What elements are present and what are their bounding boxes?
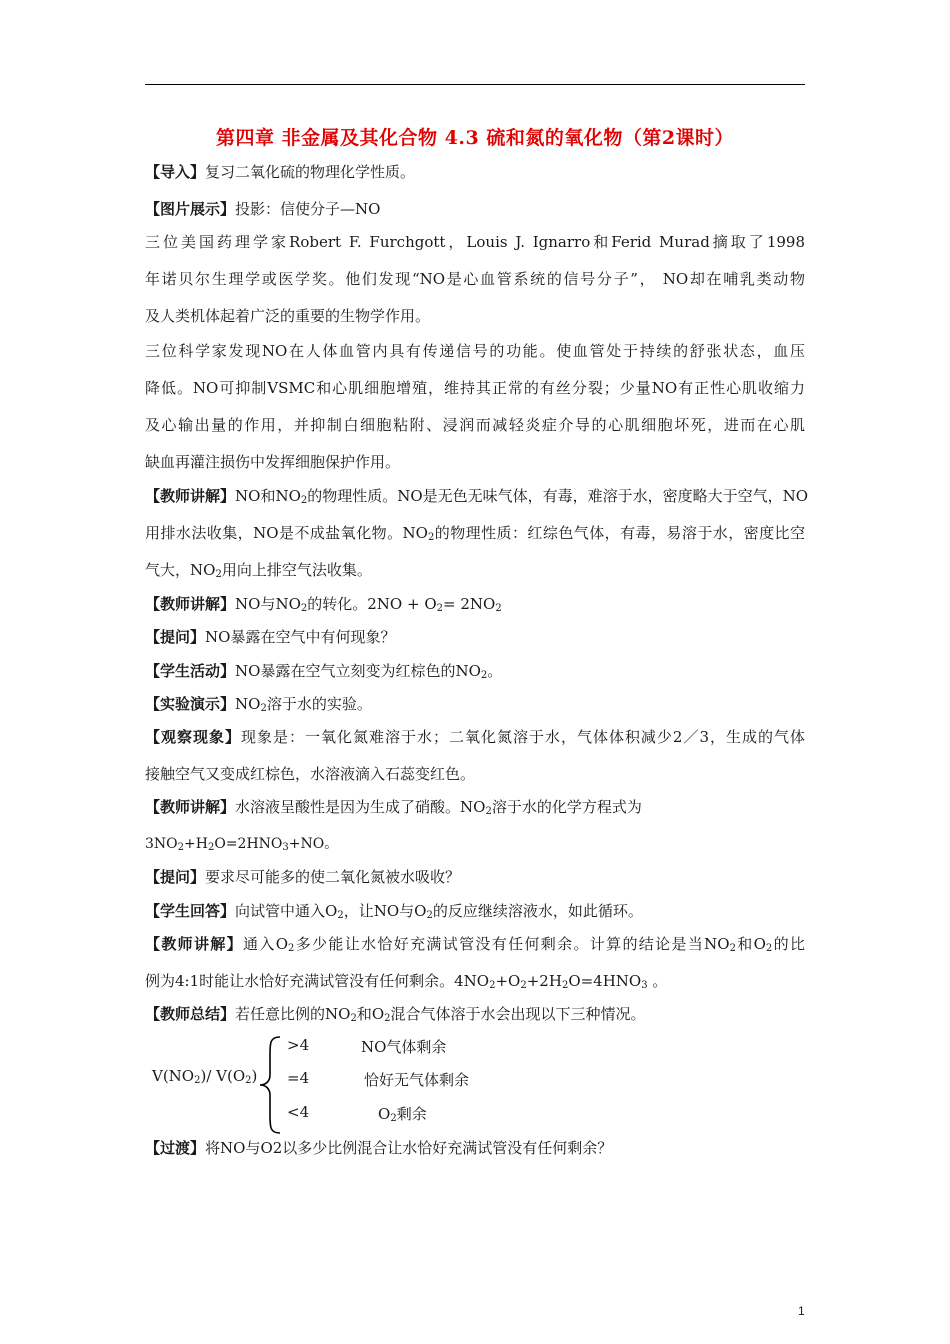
subscript: 2 [207,842,215,853]
paragraph-observe [145,719,805,793]
scientists-line-2: 降低。NO可抑制VSMC和心肌细胞增殖，维持其正常的有丝分裂；少量NO有正性心肌收缩力 [145,379,805,397]
subscript: 2 [215,569,222,580]
teacher4-text: +O [495,972,521,990]
subscript: 2 [177,842,185,853]
case-3-result [378,1103,427,1124]
ratio-text: )/ V(O [200,1067,246,1085]
observe-line-2: 接触空气又变成红棕色，水溶液滴入石蕊变红色。 [145,765,476,783]
teacher2-text: = 2NO [443,595,496,613]
paragraph-transition [145,1130,805,1167]
paragraph-nobel [145,224,805,335]
scientists-line-1: 三位科学家发现NO在人体血管内具有传递信号的功能。使血管处于持续的舒张状态，血压 [145,342,805,360]
teacher4-text: 的比 [772,935,805,953]
student2-text: ，让NO与O [343,902,427,920]
label-observe: 【观察现象】 [145,728,241,746]
student2-text: 向试管中通入O [235,902,338,920]
teacher4-text: 和O [735,935,766,953]
subscript: 2 [485,806,492,817]
subscript: 2 [495,603,502,614]
question1-text: NO暴露在空气中有何现象？ [205,628,396,646]
paragraph-teacher-4 [145,926,805,1000]
teacher1-text: NO和NO [235,487,301,505]
nobel-line-2: 年诺贝尔生理学或医学奖。他们发现“NO是心血管系统的信号分子”， NO却在哺乳类动物 [145,270,805,288]
subscript: 2 [260,703,267,714]
scientists-line-3: 及心输出量的作用，并抑制白细胞粘附、浸润而减轻炎症介导的心肌细胞坏死，进而在心肌 [145,416,805,434]
paragraph-intro [145,154,805,191]
case-2-result: 恰好无气体剩余 [364,1071,470,1089]
label-student-2: 【学生回答】 [145,902,236,920]
nobel-line-1: 三位美国药理学家Robert F. Furchgott，Louis J. Ignarro和Ferid Murad摘取了1998 [145,233,805,251]
label-picture: 【图片展示】 [145,200,236,218]
label-teacher-2: 【教师讲解】 [145,595,236,613]
picture-text: 投影：信使分子—NO [235,200,381,218]
subscript: 2 [765,943,773,954]
teacher3-text: 溶于水的化学方程式为 [491,798,642,816]
subscript: 2 [520,980,527,991]
case3-text: O [378,1105,391,1123]
paragraph-picture [145,191,805,228]
label-teacher-1: 【教师讲解】 [145,487,236,505]
paragraph-question-1 [145,619,805,656]
teacher4-text: 通入O [243,935,289,953]
equation-text: 3NO [145,836,178,852]
paragraph-student-1 [145,653,805,690]
paragraph-teacher-1 [145,478,809,589]
teacher4-text: 。 [647,972,668,990]
equation-no2-water [145,826,805,863]
scientists-line-4: 缺血再灌注损伤中发挥细胞保护作用。 [145,453,401,471]
summary-text: 若任意比例的NO [235,1005,351,1023]
subscript: 3 [641,980,648,991]
subscript: 2 [561,980,569,991]
teacher2-text: NO与NO [235,595,301,613]
student2-text: 的反应继续溶液水，如此循环。 [432,902,643,920]
label-teacher-4: 【教师讲解】 [145,935,244,953]
subscript: 2 [427,532,435,543]
subscript: 2 [288,943,295,954]
demo-text: NO [235,695,261,713]
summary-text: 混合气体溶于水会出现以下三种情况。 [390,1005,646,1023]
teacher1-text: 用向上排空气法收集。 [221,561,372,579]
teacher1-text: 的物理性质：红综色气体，有毒，易溶于水，密度比空 [434,524,805,542]
subscript: 2 [300,495,308,506]
paragraph-teacher-2 [145,586,805,623]
page-title: 第四章 非金属及其化合物 4.3 硫和氮的氧化物（第2课时） [215,127,735,149]
equation-text: O=2HNO [214,836,283,852]
label-intro: 【导入】 [145,163,206,181]
label-question-1: 【提问】 [145,628,206,646]
teacher2-text: 的转化。2NO + O [307,595,437,613]
subscript: 2 [489,980,496,991]
header-rule [145,84,805,85]
teacher1-text: 用排水法收集，NO是不成盐氧化物。NO [145,524,428,542]
teacher4-text: O=4HNO [568,972,642,990]
subscript: 2 [384,1013,391,1024]
label-demo: 【实验演示】 [145,695,236,713]
page-number: 1 [798,1304,805,1318]
subscript: 2 [480,670,488,681]
subscript: 2 [436,603,443,614]
subscript: 2 [426,910,433,921]
teacher1-text: 气大，NO [145,561,216,579]
paragraph-student-2 [145,893,805,930]
subscript: 2 [390,1113,397,1124]
ratio-label [152,1067,257,1085]
teacher1-text: 的物理性质。NO是无色无味气体，有毒，难溶于水，密度略大于空气，NO [307,487,809,505]
student1-text: NO暴露在空气立刻变为红棕色的NO [235,662,481,680]
case-1-condition: >4 [287,1036,310,1054]
case-2-condition: =4 [287,1069,310,1087]
paragraph-summary [145,996,805,1033]
label-teacher-3: 【教师讲解】 [145,798,236,816]
brace-icon [258,1035,282,1135]
question2-text: 要求尽可能多的使二氧化氮被水吸收？ [205,868,461,886]
demo-text: 溶于水的实验。 [266,695,372,713]
case3-text: 剩余 [396,1105,427,1123]
label-transition: 【过渡】 [145,1139,206,1157]
teacher4-text: 多少能让水恰好充满试管没有任何剩余。计算的结论是当NO [294,935,730,953]
ratio-text: V(NO [152,1067,195,1085]
subscript: 2 [337,910,344,921]
subscript: 2 [300,603,308,614]
subscript: 2 [194,1075,201,1086]
case-1-result: NO气体剩余 [361,1038,447,1056]
summary-text: 和O [356,1005,385,1023]
ratio-text: ) [251,1067,258,1085]
label-student-1: 【学生活动】 [145,662,236,680]
label-question-2: 【提问】 [145,868,206,886]
observe-line-1: 现象是：一氧化氮难溶于水；二氧化氮溶于水，气体体积减少2／3，生成的气体 [241,728,805,746]
subscript: 2 [350,1013,357,1024]
equation-text: +H [184,836,208,852]
label-summary: 【教师总结】 [145,1005,236,1023]
transition-text: 将NO与O2以多少比例混合让水恰好充满试管没有任何剩余？ [205,1139,613,1157]
paragraph-scientists [145,333,805,481]
case-3-condition: <4 [287,1103,310,1121]
subscript: 2 [245,1075,252,1086]
equation-text: +NO。 [288,836,339,852]
subscript: 3 [282,842,289,853]
paragraph-question-2 [145,859,805,896]
paragraph-demo [145,686,805,723]
student1-text: 。 [487,662,503,680]
teacher4-text: 例为4:1时能让水恰好充满试管没有任何剩余。4NO [145,972,490,990]
nobel-line-3: 及人类机体起着广泛的重要的生物学作用。 [145,307,431,325]
intro-text: 复习二氧化硫的物理化学性质。 [205,163,416,181]
teacher4-text: +2H [526,972,562,990]
paragraph-teacher-3 [145,789,805,826]
teacher3-text: 水溶液呈酸性是因为生成了硝酸。NO [235,798,486,816]
subscript: 2 [729,943,736,954]
